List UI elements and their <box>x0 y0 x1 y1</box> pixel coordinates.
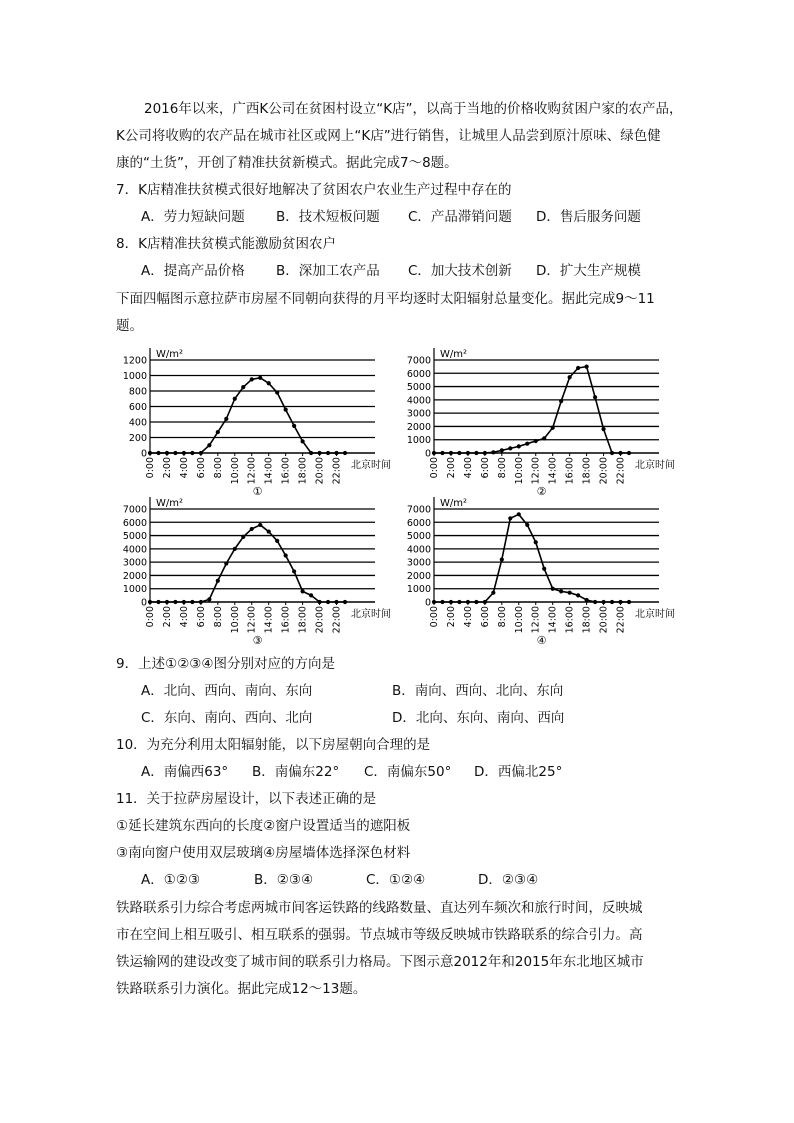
data-point <box>542 436 546 440</box>
y-tick-label: 1000 <box>406 584 431 596</box>
data-point <box>432 451 436 455</box>
chart-3 <box>110 494 410 652</box>
x-tick-label: 18:00 <box>581 606 593 634</box>
data-point <box>466 451 470 455</box>
data-point <box>292 424 296 428</box>
x-tick-label: 8:00 <box>496 606 508 628</box>
data-point <box>267 529 271 533</box>
data-point <box>474 600 478 604</box>
y-tick-label: 200 <box>128 433 147 444</box>
y-tick-label: 1000 <box>406 435 431 447</box>
q9-stem: 9．上述①②③④图分别对应的方向是 <box>116 656 335 672</box>
x-tick-label: 0:00 <box>429 606 440 628</box>
y-tick-label: 800 <box>128 386 147 398</box>
data-point <box>525 523 529 527</box>
x-tick-label: 2:00 <box>161 606 173 628</box>
y-tick-label: 3000 <box>406 557 431 569</box>
data-point <box>190 451 194 455</box>
q11-statements-1: ①延长建筑东西向的长度②窗户设置适当的遮阳板 <box>116 818 411 834</box>
data-point <box>500 557 504 561</box>
y-tick-label: 2000 <box>122 570 147 582</box>
chart-2 <box>394 345 694 500</box>
data-point <box>224 561 228 565</box>
x-tick-label: 22:00 <box>615 606 627 634</box>
x-tick-label: 16:00 <box>280 606 292 634</box>
x-tick-label: 8:00 <box>496 457 508 479</box>
series-line <box>150 378 345 453</box>
chart-4 <box>394 494 694 652</box>
data-point <box>474 451 478 455</box>
y-tick-label: 2000 <box>406 421 431 433</box>
data-point <box>534 540 538 544</box>
y-tick-label: 6000 <box>122 517 147 529</box>
x-tick-label: 20:00 <box>598 606 610 634</box>
y-axis-label: W/m² <box>440 498 468 509</box>
data-point <box>190 600 194 604</box>
y-tick-label: 600 <box>128 402 147 413</box>
intro-12-13-line-1: 铁路联系引力综合考虑两城市间客运铁路的线路数量、直达列车频次和旅行时间，反映城 <box>116 900 643 916</box>
q8-option-c: C．加大技术创新 <box>408 263 512 279</box>
data-point <box>559 399 563 403</box>
data-point <box>601 427 605 431</box>
intro-12-13-line-4: 铁路联系引力演化。据此完成12～13题。 <box>116 981 367 997</box>
q7-option-b: B．技术短板问题 <box>276 209 380 225</box>
y-tick-label: 1000 <box>122 371 147 382</box>
x-tick-label: 14:00 <box>547 606 559 634</box>
data-point <box>508 446 512 450</box>
x-tick-label: 12:00 <box>530 606 542 634</box>
data-point <box>334 600 338 604</box>
x-axis-label: 北京时间 <box>351 460 391 471</box>
x-tick-label: 12:00 <box>530 457 542 485</box>
y-axis-label: W/m² <box>156 498 184 509</box>
data-point <box>449 451 453 455</box>
data-point <box>326 451 330 455</box>
data-point <box>500 448 504 452</box>
data-point <box>233 547 237 551</box>
x-tick-label: 22:00 <box>331 457 343 485</box>
data-point <box>449 600 453 604</box>
x-tick-label: 16:00 <box>280 457 292 485</box>
data-point <box>207 597 211 601</box>
x-tick-label: 10:00 <box>513 606 525 634</box>
data-point <box>517 512 521 516</box>
data-point <box>250 377 254 381</box>
q7-option-c: C．产品滞销问题 <box>408 209 512 225</box>
q8-stem: 8．K店精准扶贫模式能激励贫困农户 <box>116 236 336 252</box>
q10-option-a: A．南偏西63° <box>141 764 229 780</box>
q11-option-b: B．②③④ <box>254 872 314 888</box>
x-tick-label: 12:00 <box>246 457 258 485</box>
intro-7-8-line-3: 康的“土货”，开创了精准扶贫新模式。据此完成7～8题。 <box>116 155 458 171</box>
q11-option-c: C．①②④ <box>366 872 426 888</box>
data-point <box>576 366 580 370</box>
y-tick-label: 0 <box>424 448 431 460</box>
data-point <box>525 442 529 446</box>
data-point <box>343 451 347 455</box>
data-point <box>618 451 622 455</box>
radiation-chart-4-svg <box>394 494 694 652</box>
data-point <box>182 600 186 604</box>
data-point <box>275 539 279 543</box>
data-point <box>593 395 597 399</box>
q9-option-d: D．北向、东向、南向、西向 <box>392 710 565 726</box>
x-tick-label: 6:00 <box>195 606 207 628</box>
q11-statements-2: ③南向窗户使用双层玻璃④房屋墙体选择深色材料 <box>116 845 411 861</box>
q10-stem: 10．为充分利用太阳辐射能，以下房屋朝向合理的是 <box>116 737 431 753</box>
x-tick-label: 4:00 <box>462 606 474 628</box>
data-point <box>317 451 321 455</box>
x-tick-label: 16:00 <box>564 457 576 485</box>
data-point <box>627 451 631 455</box>
data-point <box>182 451 186 455</box>
x-tick-label: 6:00 <box>195 457 207 479</box>
data-point <box>284 408 288 412</box>
x-tick-label: 20:00 <box>598 457 610 485</box>
x-tick-label: 14:00 <box>263 457 275 485</box>
data-point <box>233 397 237 401</box>
x-tick-label: 2:00 <box>445 457 457 479</box>
data-point <box>457 600 461 604</box>
data-point <box>627 600 631 604</box>
data-point <box>224 417 228 421</box>
q9-option-c: C．东向、南向、西向、北向 <box>141 710 313 726</box>
data-point <box>241 535 245 539</box>
y-tick-label: 400 <box>128 417 147 429</box>
data-point <box>326 600 330 604</box>
data-point <box>483 451 487 455</box>
data-point <box>585 365 589 369</box>
data-point <box>267 381 271 385</box>
data-point <box>156 451 160 455</box>
x-tick-label: 4:00 <box>462 457 474 479</box>
data-point <box>148 600 152 604</box>
data-point <box>284 553 288 557</box>
data-point <box>551 426 555 430</box>
data-point <box>156 600 160 604</box>
data-point <box>173 451 177 455</box>
y-tick-label: 4000 <box>406 395 431 407</box>
x-tick-label: 18:00 <box>581 457 593 485</box>
x-tick-label: 18:00 <box>297 606 309 634</box>
intro-7-8-line-2: K公司将收购的农产品在城市社区或网上“K店”进行销售，让城里人品尝到原汁原味、绿色健 <box>116 128 661 144</box>
figure-number: ④ <box>536 634 547 647</box>
q7-stem: 7．K店精准扶贫模式很好地解决了贫困农户农业生产过程中存在的 <box>116 182 512 198</box>
data-point <box>559 589 563 593</box>
x-tick-label: 16:00 <box>564 606 576 634</box>
q8-option-a: A．提高产品价格 <box>141 263 245 279</box>
x-tick-label: 6:00 <box>479 457 491 479</box>
x-tick-label: 4:00 <box>178 606 190 628</box>
data-point <box>258 376 262 380</box>
x-tick-label: 18:00 <box>297 457 309 485</box>
data-point <box>491 450 495 454</box>
figure-number: ② <box>536 485 547 498</box>
intro-7-8-line-1: 2016年以来，广西K公司在贫困村设立“K店”，以高于当地的价格收购贫困户家的农产品， <box>144 101 683 117</box>
y-tick-label: 0 <box>140 597 147 609</box>
data-point <box>457 451 461 455</box>
radiation-chart-2-svg <box>394 345 694 500</box>
data-point <box>568 591 572 595</box>
intro-9-11-line-1: 下面四幅图示意拉萨市房屋不同朝向获得的月平均逐时太阳辐射总量变化。据此完成9～11 <box>116 291 655 307</box>
y-tick-label: 5000 <box>122 531 147 543</box>
q9-option-a: A．北向、西向、南向、东向 <box>141 683 313 699</box>
y-tick-label: 0 <box>140 448 147 460</box>
data-point <box>508 516 512 520</box>
q8-option-b: B．深加工农产品 <box>276 263 380 279</box>
q11-option-d: D．②③④ <box>478 872 539 888</box>
data-point <box>292 569 296 573</box>
y-tick-label: 1000 <box>122 584 147 596</box>
q9-option-b: B．南向、西向、北向、东向 <box>392 683 564 699</box>
x-tick-label: 0:00 <box>145 606 156 628</box>
x-tick-label: 20:00 <box>314 457 326 485</box>
y-tick-label: 6000 <box>406 368 431 380</box>
data-point <box>334 451 338 455</box>
data-point <box>301 439 305 443</box>
y-tick-label: 7000 <box>122 504 147 516</box>
data-point <box>585 598 589 602</box>
data-point <box>517 444 521 448</box>
y-axis-label: W/m² <box>156 349 184 360</box>
y-tick-label: 5000 <box>406 382 431 394</box>
data-point <box>241 385 245 389</box>
data-point <box>483 600 487 604</box>
x-tick-label: 2:00 <box>161 457 173 479</box>
data-point <box>165 600 169 604</box>
data-point <box>317 600 321 604</box>
x-axis-label: 北京时间 <box>635 460 675 471</box>
x-tick-label: 8:00 <box>212 606 224 628</box>
data-point <box>250 527 254 531</box>
intro-9-11-line-2: 题。 <box>116 318 143 334</box>
data-point <box>173 600 177 604</box>
x-tick-label: 2:00 <box>445 606 457 628</box>
data-point <box>301 589 305 593</box>
data-point <box>440 451 444 455</box>
x-tick-label: 0:00 <box>145 457 156 479</box>
q10-option-c: C．南偏东50° <box>364 764 452 780</box>
x-tick-label: 22:00 <box>331 606 343 634</box>
x-tick-label: 8:00 <box>212 457 224 479</box>
data-point <box>199 451 203 455</box>
data-point <box>440 600 444 604</box>
chart-1 <box>110 345 410 500</box>
q7-option-d: D．售后服务问题 <box>536 209 641 225</box>
x-tick-label: 10:00 <box>229 457 241 485</box>
y-tick-label: 4000 <box>122 544 147 556</box>
y-tick-label: 7000 <box>406 504 431 516</box>
x-tick-label: 10:00 <box>229 606 241 634</box>
q11-stem: 11．关于拉萨房屋设计，以下表述正确的是 <box>116 791 377 807</box>
q11-option-a: A．①②③ <box>141 872 201 888</box>
x-tick-label: 12:00 <box>246 606 258 634</box>
x-tick-label: 14:00 <box>547 457 559 485</box>
x-tick-label: 14:00 <box>263 606 275 634</box>
y-tick-label: 1200 <box>122 355 147 367</box>
x-tick-label: 4:00 <box>178 457 190 479</box>
data-point <box>576 593 580 597</box>
x-axis-label: 北京时间 <box>351 609 391 620</box>
data-point <box>432 600 436 604</box>
data-point <box>568 375 572 379</box>
x-tick-label: 22:00 <box>615 457 627 485</box>
x-tick-label: 10:00 <box>513 457 525 485</box>
figure-number: ③ <box>252 634 263 647</box>
data-point <box>258 523 262 527</box>
data-point <box>542 567 546 571</box>
data-point <box>534 439 538 443</box>
y-tick-label: 4000 <box>406 544 431 556</box>
data-point <box>491 591 495 595</box>
figure-number: ① <box>252 485 263 498</box>
data-point <box>343 600 347 604</box>
data-point <box>466 600 470 604</box>
y-axis-label: W/m² <box>440 349 468 360</box>
data-point <box>551 587 555 591</box>
x-tick-label: 6:00 <box>479 606 491 628</box>
intro-12-13-line-2: 市在空间上相互吸引、相互联系的强弱。节点城市等级反映城市铁路联系的综合引力。高 <box>116 927 643 943</box>
data-point <box>275 390 279 394</box>
y-tick-label: 6000 <box>406 517 431 529</box>
x-tick-label: 0:00 <box>429 457 440 479</box>
data-point <box>593 600 597 604</box>
x-tick-label: 20:00 <box>314 606 326 634</box>
data-point <box>148 451 152 455</box>
y-tick-label: 2000 <box>406 570 431 582</box>
data-point <box>610 451 614 455</box>
data-point <box>165 451 169 455</box>
y-tick-label: 3000 <box>122 557 147 569</box>
q10-option-b: B．南偏东22° <box>252 764 340 780</box>
y-tick-label: 7000 <box>406 355 431 367</box>
series-line <box>150 525 345 602</box>
data-point <box>216 579 220 583</box>
data-point <box>199 600 203 604</box>
intro-12-13-line-3: 铁运输网的建设改变了城市间的联系引力格局。下图示意2012年和2015年东北地区城市 <box>116 954 644 970</box>
data-point <box>216 430 220 434</box>
q8-option-d: D．扩大生产规模 <box>536 263 641 279</box>
data-point <box>309 451 313 455</box>
data-point <box>618 600 622 604</box>
x-axis-label: 北京时间 <box>635 609 675 620</box>
data-point <box>601 600 605 604</box>
q7-option-a: A．劳力短缺问题 <box>141 209 245 225</box>
radiation-chart-1-svg <box>110 345 410 500</box>
radiation-chart-3-svg <box>110 494 410 652</box>
data-point <box>207 443 211 447</box>
y-tick-label: 5000 <box>406 531 431 543</box>
q10-option-d: D．西偏北25° <box>474 764 563 780</box>
y-tick-label: 0 <box>424 597 431 609</box>
y-tick-label: 3000 <box>406 408 431 420</box>
data-point <box>309 593 313 597</box>
data-point <box>610 600 614 604</box>
